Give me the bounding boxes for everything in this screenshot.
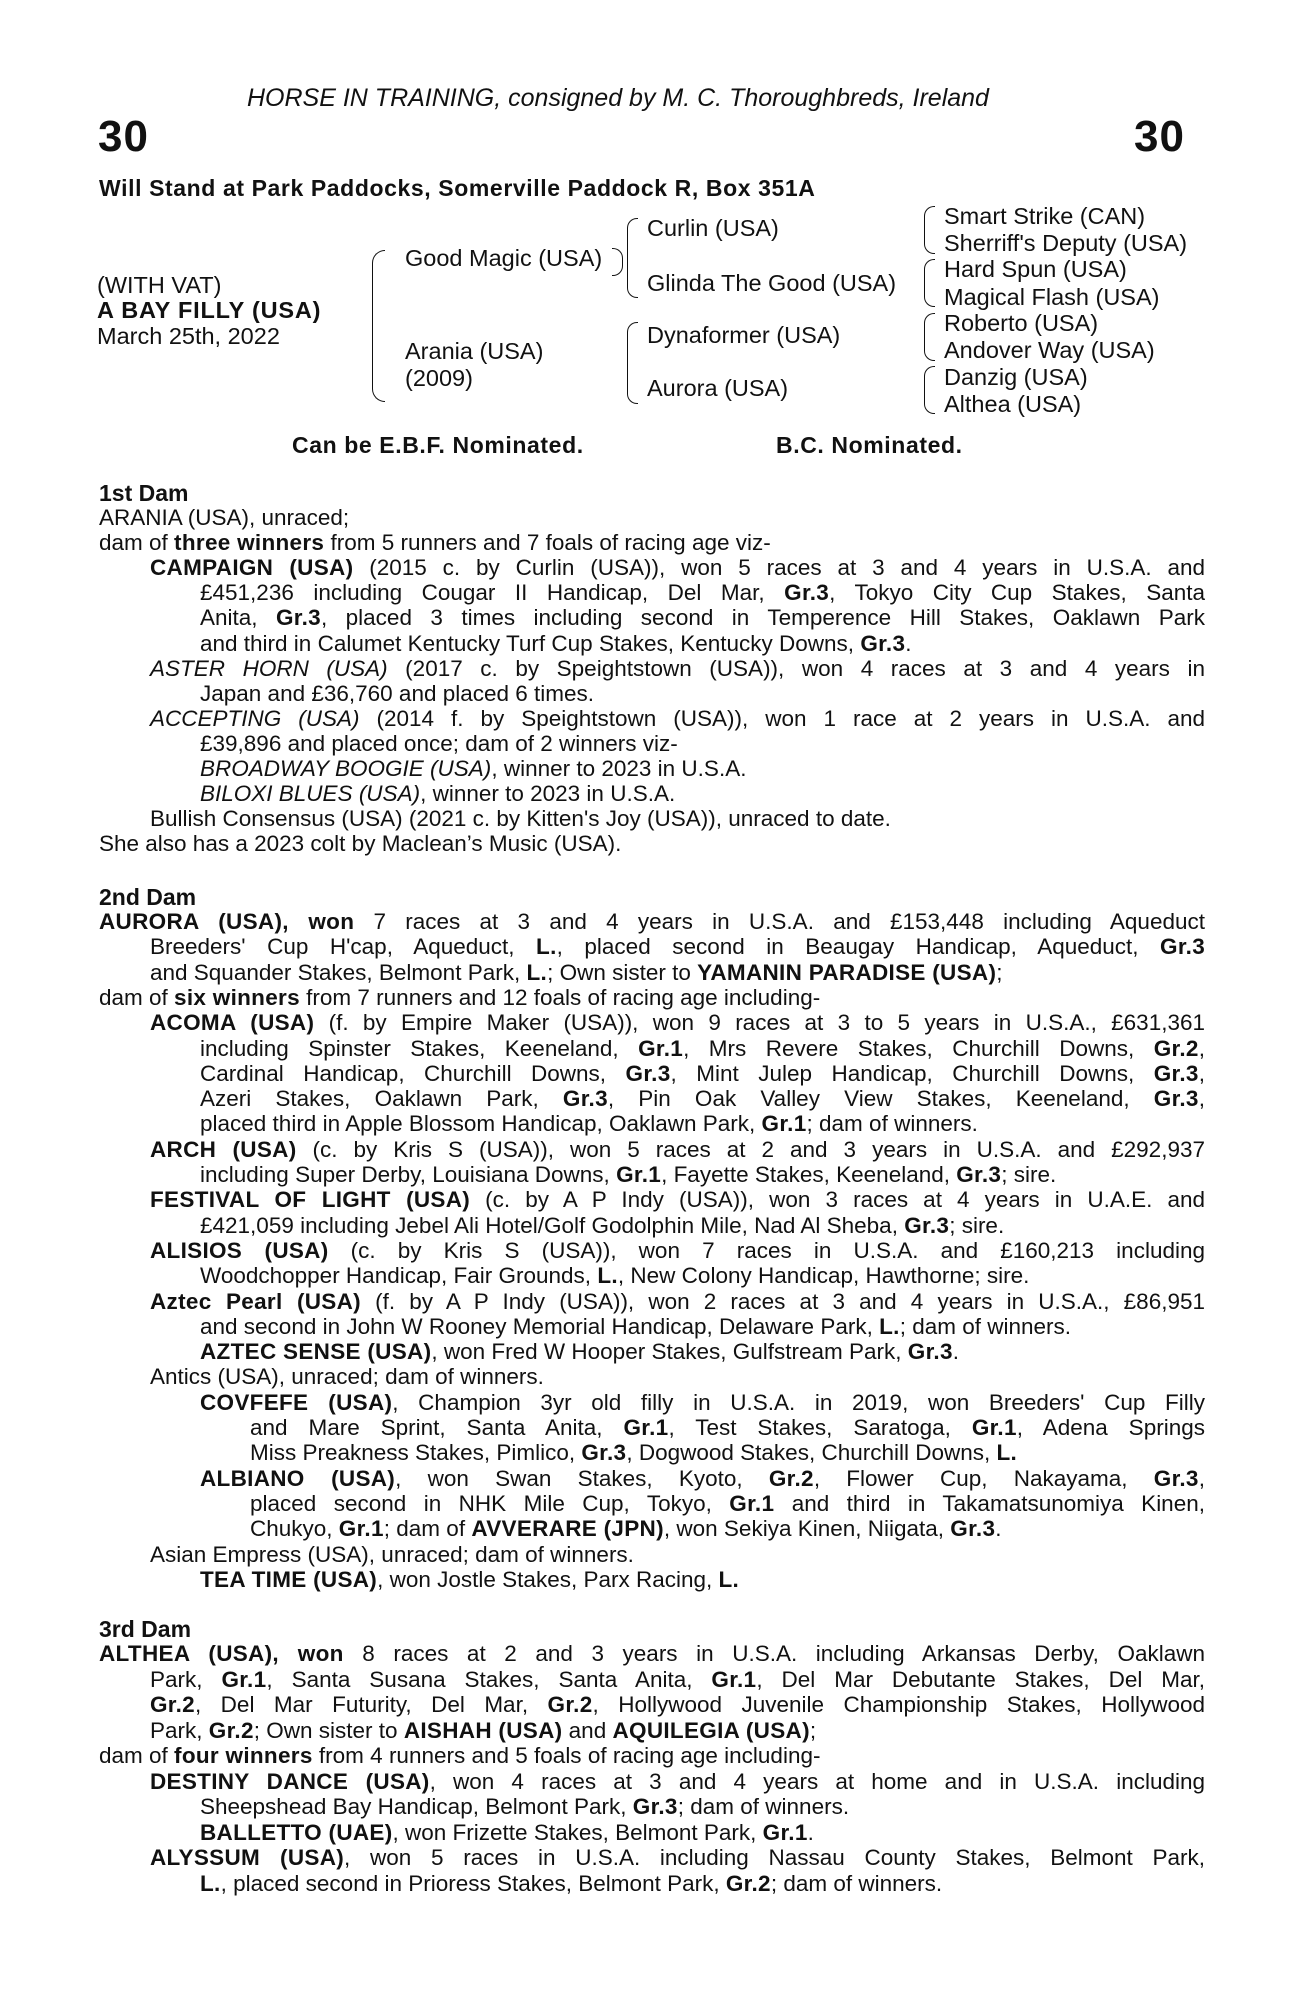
- dam2-line: [250, 1415, 1205, 1441]
- text-run: , Fayette Stakes, Keeneland,: [661, 1162, 957, 1187]
- gen3-7: Danzig (USA): [944, 364, 1088, 390]
- text-run: Bullish Consensus (USA) (2021 c. by Kitten's Joy (USA)), unraced to date.: [150, 806, 891, 831]
- text-run: Gr.3: [1153, 1086, 1199, 1111]
- dam2-line: [150, 1010, 1205, 1036]
- text-run: ; Own sister to: [253, 1718, 404, 1743]
- dam2-line: [200, 1061, 1205, 1087]
- text-run: Gr.3: [950, 1516, 996, 1541]
- dam2-line: [250, 1491, 1205, 1517]
- dam2-line: [150, 1542, 634, 1568]
- text-run: Gr.2: [208, 1718, 254, 1743]
- subject-name: A BAY FILLY (USA): [97, 297, 322, 323]
- dam2-line: [200, 1314, 1071, 1340]
- text-run: Woodchopper Handicap, Fair Grounds,: [200, 1263, 598, 1288]
- text-run: , winner to 2023 in U.S.A.: [491, 756, 747, 781]
- text-run: and Squander Stakes, Belmont Park,: [150, 960, 527, 985]
- text-run: L.: [879, 1314, 900, 1339]
- text-run: TEA TIME (USA): [200, 1567, 378, 1592]
- text-run: ALBIANO (USA): [200, 1466, 396, 1491]
- sire-dam: Glinda The Good (USA): [647, 270, 897, 296]
- dam1-line: [200, 605, 1205, 631]
- text-run: including Super Derby, Louisiana Downs,: [200, 1162, 617, 1187]
- text-run: Gr.1: [762, 1820, 808, 1845]
- text-run: Gr.3: [904, 1213, 950, 1238]
- dam1-line: [99, 505, 349, 531]
- text-run: (f. by A P Indy (USA)), won 2 races at 3 and 4 years in U.S.A., £86,951: [360, 1289, 1205, 1314]
- text-run: and third in Calumet Kentucky Turf Cup Stakes, Kentucky Downs,: [200, 631, 861, 656]
- text-run: Gr.1: [221, 1667, 267, 1692]
- text-run: Gr.2: [725, 1871, 771, 1896]
- dam-dam: Aurora (USA): [647, 375, 789, 401]
- text-run: Gr.3: [275, 605, 321, 630]
- dam1-line: [200, 681, 594, 707]
- dam1-line: [200, 731, 678, 757]
- dam3-line: [150, 1692, 1205, 1718]
- text-run: Aztec Pearl (USA): [150, 1289, 361, 1314]
- text-run: ; dam of: [383, 1516, 472, 1541]
- text-run: , won Jostle Stakes, Parx Racing,: [377, 1567, 719, 1592]
- text-run: Gr.2: [768, 1466, 814, 1491]
- text-run: 8 races at 2 and 3 years in U.S.A. including Arkansas Derby, Oaklawn: [343, 1641, 1205, 1666]
- brace-ds: [924, 313, 935, 361]
- gen3-3: Hard Spun (USA): [944, 256, 1127, 282]
- vat-note: (WITH VAT): [97, 272, 222, 298]
- text-run: , Dogwood Stakes, Churchill Downs,: [626, 1440, 997, 1465]
- dam2-line: [250, 1516, 1002, 1542]
- text-run: Cardinal Handicap, Churchill Downs,: [200, 1061, 626, 1086]
- text-run: and third in Takamatsunomiya Kinen,: [774, 1491, 1205, 1516]
- text-run: Miss Preakness Stakes, Pimlico,: [250, 1440, 582, 1465]
- text-run: Sheepshead Bay Handicap, Belmont Park,: [200, 1794, 633, 1819]
- dam2-line: [200, 1339, 959, 1365]
- text-run: BILOXI BLUES (USA): [200, 781, 421, 806]
- dam1-line: [150, 706, 1205, 732]
- text-run: , won 5 races in U.S.A. including Nassau County Stakes, Belmont Park,: [344, 1845, 1205, 1870]
- text-run: Chukyo,: [250, 1516, 339, 1541]
- text-run: ; dam of winners.: [899, 1314, 1072, 1339]
- dam2-line: [150, 1289, 1205, 1315]
- dam: Arania (USA): [405, 338, 544, 364]
- text-run: ACCEPTING (USA): [150, 706, 360, 731]
- dam3-line: [150, 1718, 816, 1744]
- text-run: AISHAH (USA): [403, 1718, 563, 1743]
- text-run: She also has a 2023 colt by Maclean’s Music (USA).: [99, 831, 622, 856]
- text-run: ,: [1198, 1086, 1206, 1111]
- dam1-line: [200, 756, 746, 782]
- dam2-line: [250, 1440, 1017, 1466]
- dam2-line: [99, 985, 820, 1011]
- dam2-line: [200, 1567, 739, 1593]
- text-run: , winner to 2023 in U.S.A.: [420, 781, 676, 806]
- text-run: , won Sekiya Kinen, Niigata,: [663, 1516, 951, 1541]
- text-run: L.: [996, 1440, 1018, 1465]
- text-run: Gr.2: [1153, 1036, 1199, 1061]
- stand-location: Will Stand at Park Paddocks, Somerville Paddock R, Box 351A: [99, 175, 816, 201]
- ebf-nomination: Can be E.B.F. Nominated.: [292, 432, 584, 458]
- dam1-line: [200, 781, 675, 807]
- brace-sire-right: [612, 248, 623, 276]
- dam1-line: [200, 631, 912, 657]
- text-run: ,: [1198, 1061, 1205, 1086]
- dam1-line: [200, 580, 1205, 606]
- brace-sire: [627, 218, 638, 298]
- dam2-line: [150, 934, 1205, 960]
- text-run: ASTER HORN (USA): [150, 656, 388, 681]
- text-run: 7 races at 3 and 4 years in U.S.A. and £153,448 including Aqueduct: [354, 909, 1205, 934]
- gen3-5: Roberto (USA): [944, 310, 1099, 336]
- text-run: Gr.3: [632, 1794, 678, 1819]
- subject-dob: March 25th, 2022: [97, 323, 280, 349]
- dam3-line: [150, 1667, 1205, 1693]
- text-run: , placed 3 times including second in Temperence Hill Stakes, Oaklawn Park: [320, 605, 1205, 630]
- text-run: Gr.3: [860, 631, 906, 656]
- dam3-line: [200, 1871, 942, 1897]
- text-run: Anita,: [200, 605, 276, 630]
- dam-year: (2009): [405, 365, 473, 391]
- text-run: , Mint Julep Handicap, Churchill Downs,: [670, 1061, 1154, 1086]
- dam1-heading: 1st Dam: [99, 480, 189, 506]
- text-run: ARANIA (USA), unraced;: [99, 505, 350, 530]
- dam3-line: [99, 1743, 820, 1769]
- text-run: three winners: [174, 530, 325, 555]
- dam2-line: [200, 1111, 978, 1137]
- text-run: ; dam of winners.: [806, 1111, 978, 1136]
- text-run: COVFEFE (USA): [200, 1390, 393, 1415]
- text-run: (2014 f. by Speightstown (USA)), won 1 race at 2 years in U.S.A. and: [359, 706, 1206, 731]
- text-run: L.: [718, 1567, 740, 1592]
- text-run: Gr.3: [581, 1440, 627, 1465]
- dam2-line: [200, 1263, 1029, 1289]
- dam2-line: [150, 1137, 1205, 1163]
- text-run: (c. by Kris S (USA)), won 7 races in U.S.A. and £160,213 including: [328, 1238, 1205, 1263]
- dam1-line: [99, 530, 771, 556]
- gen3-1: Smart Strike (CAN): [944, 203, 1146, 229]
- text-run: Gr.3: [907, 1339, 953, 1364]
- brace-dd: [924, 366, 935, 414]
- text-run: , won Frizette Stakes, Belmont Park,: [392, 1820, 763, 1845]
- text-run: , Pin Oak Valley View Stakes, Keeneland,: [607, 1086, 1154, 1111]
- dam3-line: [200, 1794, 849, 1820]
- dam1-line: [150, 656, 1205, 682]
- dam1-line: [150, 806, 891, 832]
- text-run: Gr.1: [616, 1162, 662, 1187]
- dam2-line: [200, 1162, 1056, 1188]
- text-run: BALLETTO (UAE): [200, 1820, 393, 1845]
- text-run: .: [952, 1339, 960, 1364]
- sire-sire: Curlin (USA): [647, 215, 779, 241]
- gen3-8: Althea (USA): [944, 391, 1082, 417]
- dam3-heading: 3rd Dam: [99, 1616, 192, 1642]
- text-run: Gr.1: [711, 1667, 757, 1692]
- dam-sire: Dynaformer (USA): [647, 322, 841, 348]
- text-run: Gr.3: [784, 580, 830, 605]
- gen3-2: Sherriff's Deputy (USA): [944, 230, 1188, 256]
- text-run: from 7 runners and 12 foals of racing age including-: [299, 985, 821, 1010]
- text-run: dam of: [99, 530, 175, 555]
- text-run: Park,: [150, 1667, 222, 1692]
- text-run: Park,: [150, 1718, 209, 1743]
- brace-ss: [924, 206, 935, 254]
- brace-gen1: [372, 250, 385, 402]
- text-run: Gr.2: [547, 1692, 593, 1717]
- dam3-line: [99, 1641, 1205, 1667]
- text-run: DESTINY DANCE (USA): [150, 1769, 430, 1794]
- gen3-4: Magical Flash (USA): [944, 284, 1160, 310]
- text-run: AZTEC SENSE (USA): [200, 1339, 432, 1364]
- text-run: Gr.2: [150, 1692, 195, 1717]
- text-run: , Tokyo City Cup Stakes, Santa: [829, 580, 1205, 605]
- text-run: , won Fred W Hooper Stakes, Gulfstream Park,: [431, 1339, 908, 1364]
- dam2-line: [150, 1238, 1205, 1264]
- text-run: Azeri Stakes, Oaklawn Park,: [200, 1086, 563, 1111]
- dam2-line: [200, 1086, 1205, 1112]
- bc-nomination: B.C. Nominated.: [776, 432, 963, 458]
- text-run: , won 4 races at 3 and 4 years at home and in U.S.A. including: [429, 1769, 1206, 1794]
- text-run: Gr.3: [956, 1162, 1002, 1187]
- text-run: £39,896 and placed once; dam of 2 winners viz-: [200, 731, 678, 756]
- text-run: ; dam of winners.: [770, 1871, 943, 1896]
- text-run: from 4 runners and 5 foals of racing age including-: [312, 1743, 821, 1768]
- text-run: , Hollywood Juvenile Championship Stakes, Hollywood: [592, 1692, 1206, 1717]
- text-run: , Mrs Revere Stakes, Churchill Downs,: [683, 1036, 1154, 1061]
- text-run: Asian Empress (USA), unraced; dam of winners.: [150, 1542, 634, 1567]
- dam2-line: [200, 1213, 1004, 1239]
- text-run: ALYSSUM (USA): [150, 1845, 345, 1870]
- text-run: ; Own sister to: [547, 960, 698, 985]
- text-run: , Del Mar Debutante Stakes, Del Mar,: [756, 1667, 1205, 1692]
- text-run: and Mare Sprint, Santa Anita,: [250, 1415, 624, 1440]
- text-run: Japan and £36,760 and placed 6 times.: [200, 681, 595, 706]
- text-run: Gr.1: [638, 1036, 684, 1061]
- lot-number-left: 30: [98, 112, 149, 161]
- text-run: L.: [597, 1263, 618, 1288]
- text-run: , Test Stakes, Saratoga,: [668, 1415, 972, 1440]
- text-run: BROADWAY BOOGIE (USA): [200, 756, 492, 781]
- gen3-6: Andover Way (USA): [944, 337, 1155, 363]
- text-run: , placed second in Beaugay Handicap, Aqueduct,: [556, 934, 1161, 959]
- text-run: , Adena Springs: [1016, 1415, 1205, 1440]
- text-run: .: [807, 1820, 814, 1845]
- text-run: (2017 c. by Speightstown (USA)), won 4 races at 3 and 4 years in: [387, 656, 1205, 681]
- sire: Good Magic (USA): [405, 245, 603, 271]
- dam2-line: [200, 1466, 1205, 1492]
- text-run: CAMPAIGN (USA): [150, 555, 354, 580]
- text-run: Gr.1: [761, 1111, 807, 1136]
- text-run: , Santa Susana Stakes, Santa Anita,: [266, 1667, 712, 1692]
- text-run: (2015 c. by Curlin (USA)), won 5 races at 3 and 4 years in U.S.A. and: [353, 555, 1205, 580]
- text-run: ACOMA (USA): [150, 1010, 315, 1035]
- text-run: (f. by Empire Maker (USA)), won 9 races at 3 to 5 years in U.S.A., £631,361: [314, 1010, 1206, 1035]
- text-run: AQUILEGIA (USA): [612, 1718, 810, 1743]
- text-run: Gr.3: [562, 1086, 608, 1111]
- text-run: (c. by Kris S (USA)), won 5 races at 2 and 3 years in U.S.A. and £292,937: [296, 1137, 1205, 1162]
- text-run: Gr.3: [625, 1061, 671, 1086]
- text-run: from 5 runners and 7 foals of racing age viz-: [324, 530, 771, 555]
- text-run: L.: [536, 934, 557, 959]
- text-run: L.: [200, 1871, 221, 1896]
- text-run: Gr.3: [1160, 934, 1206, 959]
- text-run: Gr.1: [623, 1415, 669, 1440]
- dam3-line: [200, 1820, 814, 1846]
- dam1-line: [99, 831, 621, 857]
- text-run: including Spinster Stakes, Keeneland,: [200, 1036, 639, 1061]
- text-run: , placed second in Prioress Stakes, Belmont Park,: [220, 1871, 726, 1896]
- text-run: .: [905, 631, 912, 656]
- brace-dam: [627, 322, 638, 404]
- dam2-line: [150, 1187, 1205, 1213]
- text-run: four winners: [174, 1743, 313, 1768]
- text-run: ,: [1198, 1036, 1205, 1061]
- text-run: , Champion 3yr old filly in U.S.A. in 2019, won Breeders' Cup Filly: [392, 1390, 1205, 1415]
- dam3-line: [150, 1769, 1205, 1795]
- text-run: Gr.3: [1153, 1466, 1199, 1491]
- text-run: L.: [526, 960, 548, 985]
- text-run: ;: [809, 1718, 817, 1743]
- dam2-line: [200, 1390, 1205, 1416]
- text-run: dam of: [99, 985, 175, 1010]
- text-run: ;: [996, 960, 1003, 985]
- text-run: £421,059 including Jebel Ali Hotel/Golf Godolphin Mile, Nad Al Sheba,: [200, 1213, 905, 1238]
- text-run: Gr.1: [971, 1415, 1017, 1440]
- text-run: placed second in NHK Mile Cup, Tokyo,: [250, 1491, 730, 1516]
- text-run: ,: [1198, 1466, 1206, 1491]
- text-run: six winners: [174, 985, 300, 1010]
- text-run: ; dam of winners.: [677, 1794, 850, 1819]
- text-run: Gr.3: [1153, 1061, 1199, 1086]
- text-run: , won Swan Stakes, Kyoto,: [395, 1466, 769, 1491]
- text-run: £451,236 including Cougar II Handicap, Del Mar,: [200, 580, 785, 605]
- text-run: Antics (USA), unraced; dam of winners.: [150, 1364, 544, 1389]
- text-run: .: [995, 1516, 1002, 1541]
- text-run: Gr.1: [729, 1491, 775, 1516]
- text-run: ; sire.: [1001, 1162, 1057, 1187]
- text-run: and: [562, 1718, 613, 1743]
- brace-sd: [924, 259, 935, 307]
- lot-number-right: 30: [1134, 112, 1185, 161]
- text-run: dam of: [99, 1743, 175, 1768]
- dam2-line: [99, 909, 1205, 935]
- text-run: , New Colony Handicap, Hawthorne; sire.: [617, 1263, 1030, 1288]
- dam2-heading: 2nd Dam: [99, 884, 197, 910]
- dam3-line: [150, 1845, 1205, 1871]
- text-run: and second in John W Rooney Memorial Handicap, Delaware Park,: [200, 1314, 880, 1339]
- text-run: Gr.1: [338, 1516, 384, 1541]
- text-run: ARCH (USA): [150, 1137, 297, 1162]
- dam2-line: [200, 1036, 1205, 1062]
- dam2-line: [150, 960, 1003, 986]
- text-run: placed third in Apple Blossom Handicap, Oaklawn Park,: [200, 1111, 762, 1136]
- text-run: Breeders' Cup H'cap, Aqueduct,: [150, 934, 537, 959]
- dam1-line: [150, 555, 1205, 581]
- text-run: ; sire.: [949, 1213, 1005, 1238]
- text-run: ALISIOS (USA): [150, 1238, 329, 1263]
- text-run: ALTHEA (USA), won: [99, 1641, 344, 1666]
- text-run: FESTIVAL OF LIGHT (USA): [150, 1187, 471, 1212]
- text-run: AVVERARE (JPN): [471, 1516, 664, 1541]
- text-run: YAMANIN PARADISE (USA): [697, 960, 997, 985]
- text-run: , Del Mar Futurity, Del Mar,: [194, 1692, 548, 1717]
- consignor-line: HORSE IN TRAINING, consigned by M. C. Thoroughbreds, Ireland: [247, 84, 989, 112]
- text-run: , Flower Cup, Nakayama,: [813, 1466, 1154, 1491]
- text-run: AURORA (USA), won: [99, 909, 355, 934]
- dam2-line: [150, 1364, 544, 1390]
- text-run: (c. by A P Indy (USA)), won 3 races at 4 years in U.A.E. and: [470, 1187, 1205, 1212]
